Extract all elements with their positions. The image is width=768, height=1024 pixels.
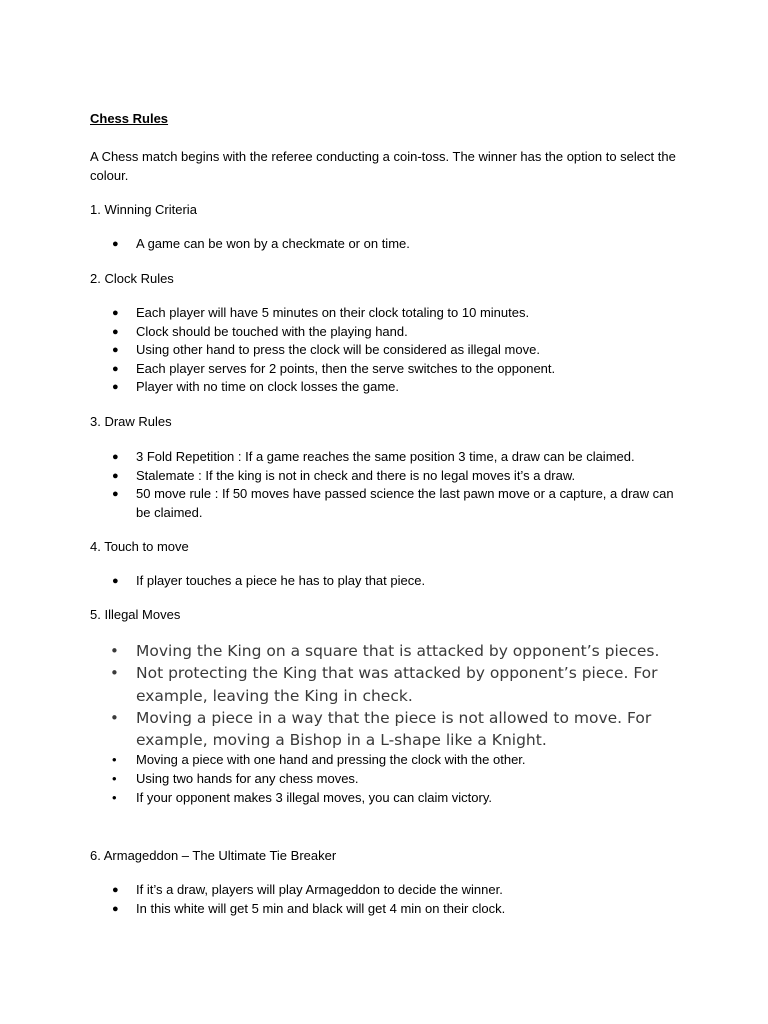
bullet-icon: ● (112, 469, 119, 482)
list-item-text: Moving a piece with one hand and pressing the clock with the other. (136, 752, 526, 768)
list-item-text: Moving a piece in a way that the piece is not allowed to move. For example, moving a Bishop in a L-shape like a Knight. (136, 708, 652, 750)
section-heading-touch-to-move: 4. Touch to move (90, 539, 189, 554)
bullet-icon: • (112, 752, 117, 768)
section-heading-winning-criteria: 1. Winning Criteria (90, 202, 197, 217)
bullet-icon: ● (112, 902, 119, 915)
bullet-icon: • (110, 642, 119, 660)
list-item (90, 640, 680, 662)
list-item-text: Clock should be touched with the playing hand. (136, 323, 408, 339)
bullet-icon: ● (112, 238, 119, 250)
list-item-text: Player with no time on clock losses the game. (136, 379, 400, 395)
bullet-icon: ● (112, 362, 119, 375)
list-item (90, 770, 680, 789)
bullet-icon: ● (112, 381, 119, 394)
list-item (90, 341, 680, 360)
list-item-text: Using two hands for any chess moves. (136, 771, 359, 787)
list-item-text: Using other hand to press the clock will be considered as illegal move. (136, 342, 540, 358)
bullet-icon: • (112, 789, 117, 805)
section-heading-clock-rules: 2. Clock Rules (90, 271, 174, 286)
touch-to-move-list (90, 572, 680, 591)
list-item (90, 662, 680, 707)
bullet-icon: ● (112, 451, 119, 463)
list-item (90, 881, 680, 900)
list-item-text: In this white will get 5 min and black will get 4 min on their clock. (136, 900, 506, 916)
list-item (90, 707, 680, 752)
list-item-text: If player touches a piece he has to play that piece. (136, 573, 426, 588)
bullet-icon: ● (112, 344, 119, 357)
list-item (90, 235, 680, 254)
bullet-icon: • (110, 664, 119, 683)
draw-rules-list (90, 448, 680, 522)
list-item-text: A game can be won by a checkmate or on time. (136, 236, 410, 251)
bullet-icon: ● (112, 307, 119, 319)
document-title: Chess Rules (90, 111, 169, 126)
bullet-icon: • (112, 771, 117, 787)
intro-paragraph: A Chess match begins with the referee conducting a coin-toss. The winner has the option to select the colour. (90, 149, 676, 183)
armageddon-list (90, 881, 680, 918)
list-item-text: Stalemate : If the king is not in check and there is no legal moves it’s a draw. (136, 467, 576, 483)
list-item (90, 304, 680, 323)
list-item (90, 378, 680, 397)
section-heading-illegal-moves: 5. Illegal Moves (90, 607, 181, 622)
bullet-icon: • (110, 708, 119, 727)
illegal-moves-list (90, 640, 680, 807)
list-item (90, 448, 680, 467)
list-item-text: If your opponent makes 3 illegal moves, you can claim victory. (136, 789, 492, 805)
winning-criteria-list (90, 235, 680, 254)
bullet-icon: ● (112, 325, 119, 338)
list-item (90, 467, 680, 486)
bullet-icon: ● (112, 575, 119, 587)
list-item-text: 3 Fold Repetition : If a game reaches the same position 3 time, a draw can be claimed. (136, 449, 635, 464)
list-item-text: Each player serves for 2 points, then the serve switches to the opponent. (136, 360, 556, 376)
clock-rules-list (90, 304, 680, 397)
list-item (90, 751, 680, 770)
list-item (90, 360, 680, 379)
bullet-icon: ● (112, 488, 119, 501)
list-item (90, 572, 680, 591)
list-item (90, 323, 680, 342)
list-item-text: If it’s a draw, players will play Armageddon to decide the winner. (136, 882, 503, 897)
section-heading-draw-rules: 3. Draw Rules (90, 414, 172, 429)
list-item (90, 789, 680, 808)
list-item (90, 900, 680, 919)
bullet-icon: ● (112, 884, 119, 896)
list-item-text: Not protecting the King that was attacked by opponent’s piece. For example, leaving the King in check. (136, 664, 658, 705)
list-item-text: 50 move rule : If 50 moves have passed science the last pawn move or a capture, a draw can be claimed. (136, 486, 674, 520)
list-item-text: Each player will have 5 minutes on their clock totaling to 10 minutes. (136, 305, 530, 320)
list-item (90, 485, 680, 522)
list-item-text: Moving the King on a square that is attacked by opponent’s pieces. (136, 642, 660, 660)
section-heading-armageddon: 6. Armageddon – The Ultimate Tie Breaker (90, 848, 337, 863)
